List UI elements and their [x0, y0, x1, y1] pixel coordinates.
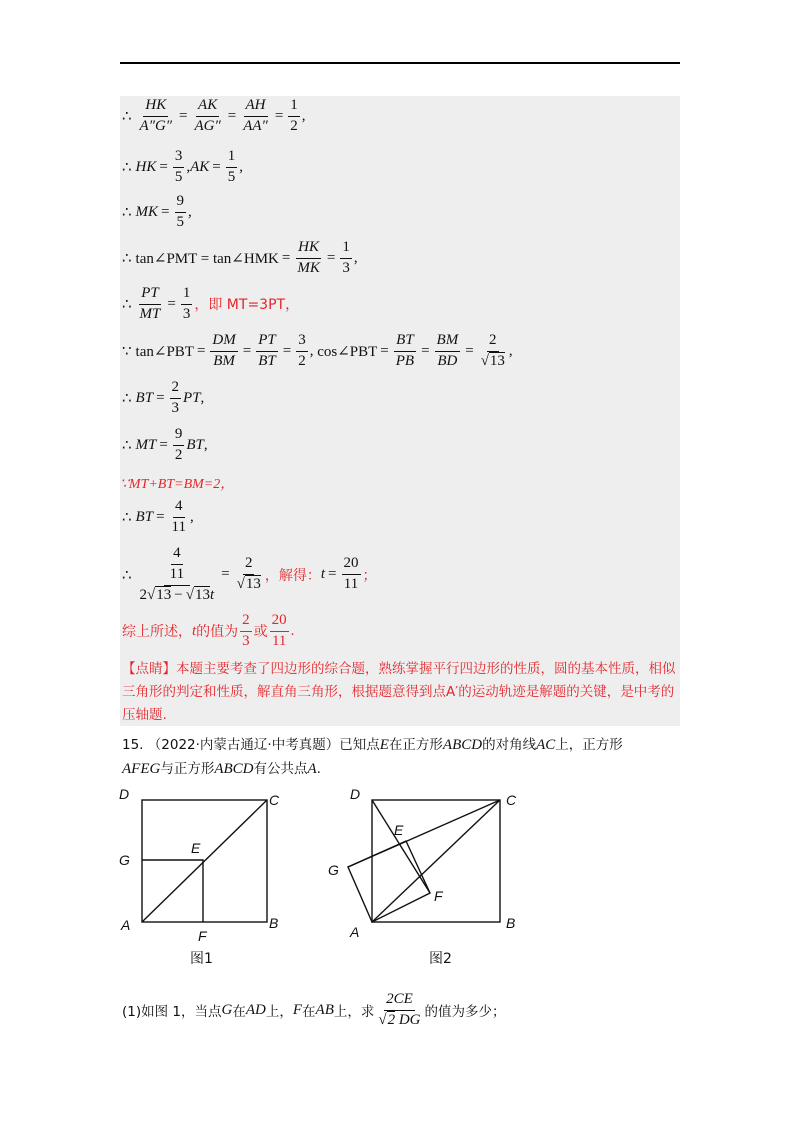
solution-line-3: ∴ MK = $\frac{9}{5}$ , — [122, 193, 192, 230]
solution-line-12: 综上所述， t 的值为 $\frac{2}{3}$ 或 $\frac{20}{11}$ . — [122, 612, 295, 649]
fraction: $\frac{PT}{MT}$ — [139, 285, 161, 322]
label-f: F — [434, 888, 443, 904]
fraction: $\frac{1}{5}$ — [227, 148, 236, 185]
fraction: $\frac{3}{5}$ — [174, 148, 183, 185]
therefore-symbol: ∴ — [122, 508, 132, 527]
label-d: D — [119, 786, 130, 802]
fraction: $\frac{HK}{MK}$ — [297, 239, 320, 276]
fraction: $\frac{2}{√13}$ — [236, 555, 261, 593]
fraction: $\frac{BT}{PB}$ — [395, 332, 415, 369]
therefore-symbol: ∴ — [122, 389, 132, 408]
solution-line-10: ∴ BT = $\frac{4}{11}$ , — [122, 498, 194, 535]
label-d: D — [350, 786, 361, 802]
fraction: $\frac{DM}{BM}$ — [212, 332, 236, 369]
therefore-symbol: ∴ — [122, 158, 132, 177]
solution-line-11: ∴ $\frac{\frac{4}{11}}{2√13 - √13t}$ = $\frac{2}{√13}$ ，解得： t = $\frac{20}{11}$ ； — [122, 545, 377, 603]
fraction: $\frac{HK}{A''G''}$ — [139, 97, 173, 134]
solution-line-8: ∴ MT = $\frac{9}{2}$ BT , — [122, 426, 208, 463]
label-c: C — [269, 792, 280, 808]
label-b: B — [269, 915, 279, 931]
red-note: ，即 MT=3PT， — [194, 297, 300, 314]
solution-line-5: ∴ $\frac{PT}{MT}$ = $\frac{1}{3}$ ，即 MT=3PT， — [122, 285, 300, 322]
fraction: $\frac{1}{3}$ — [182, 285, 191, 322]
therefore-symbol: ∴ — [122, 249, 132, 268]
solution-line-6: ∵ tan∠PBT = $\frac{DM}{BM}$ = $\frac{PT}{BT}$ = $\frac{3}{2}$ , cos∠PBT = $\frac{BT}{PB}$ = $\frac{BM}{BD}$ = $\frac{2}{√13}$ , — [122, 332, 513, 369]
solution-line-7: ∴ BT = $\frac{2}{3}$ PT , — [122, 379, 205, 416]
because-symbol: ∵ — [122, 342, 132, 361]
solution-line-4: ∴ tan∠PMT = tan∠HMK = $\frac{HK}{MK}$ = $\frac{1}{3}$ , — [122, 239, 358, 276]
sub-question-1: (1)如图 1，当点 G 在 AD 上， F 在 AB 上，求 $\frac{2CE}{√2 DG}$ 的值为多少； — [122, 991, 506, 1028]
fraction: $\frac{2CE}{√2 DG}$ — [378, 991, 421, 1028]
label-f: F — [198, 928, 207, 944]
therefore-symbol: ∴ — [122, 295, 132, 314]
label-a: A — [350, 924, 360, 940]
therefore-symbol: ∴ — [122, 565, 132, 584]
question-15: 15. （2022·内蒙古通辽·中考真题）已知点E在正方形ABCD的对角线AC上，正方形 AFEG与正方形ABCD有公共点A. — [122, 737, 623, 777]
label-e: E — [394, 822, 404, 838]
label-a: A — [121, 917, 131, 933]
figure-2-caption: 图2 — [429, 951, 452, 967]
label-b: B — [506, 915, 516, 931]
label-e: E — [191, 840, 201, 856]
header-rule — [120, 62, 680, 64]
segment-gc — [348, 800, 500, 867]
fraction: $\frac{PT}{BT}$ — [258, 332, 276, 369]
fraction: $\frac{20}{11}$ — [271, 612, 287, 649]
compound-fraction: $\frac{\frac{4}{11}}{2√13 - √13t}$ — [139, 545, 215, 603]
fraction: $\frac{1}{3}$ — [342, 239, 350, 276]
fraction: $\frac{AK}{AG''}$ — [194, 97, 221, 134]
label-c: C — [506, 792, 517, 808]
therefore-symbol: ∴ — [122, 436, 132, 455]
square-afeg — [348, 841, 430, 922]
fraction: $\frac{9}{2}$ — [174, 426, 183, 463]
segment-df — [372, 800, 430, 893]
note-text: 本题主要考查了四边形的综合题，熟练掌握平行四边形的性质，圆的基本性质，相似三角形的判定和性质，解直角三角形，根据题意得到点A′的运动轨迹是解题的关键，是中考的压轴题. — [122, 661, 676, 723]
label-g: G — [119, 852, 130, 868]
fraction: $\frac{AH}{AA''}$ — [243, 97, 268, 134]
fraction: $\frac{20}{11}$ — [343, 555, 359, 593]
label-g: G — [328, 862, 339, 878]
solution-line-9: ∵MT+BT=BM=2， — [120, 477, 235, 492]
diagonal-ac — [142, 800, 267, 922]
figure-2 — [320, 785, 530, 945]
fraction: $\frac{2}{√13}$ — [480, 332, 505, 369]
comment-note — [122, 658, 678, 727]
figure-1-caption: 图1 — [190, 951, 213, 967]
note-tag: 【点睛】 — [122, 661, 176, 677]
fraction: $\frac{BM}{BD}$ — [436, 332, 459, 369]
fraction: $\frac{2}{3}$ — [242, 612, 250, 649]
fraction: $\frac{1}{2}$ — [290, 97, 298, 134]
fraction: $\frac{3}{2}$ — [298, 332, 306, 369]
figure-1 — [115, 785, 295, 945]
therefore-symbol: ∴ — [122, 107, 132, 126]
fraction: $\frac{9}{5}$ — [176, 193, 185, 230]
fraction: $\frac{4}{11}$ — [171, 498, 186, 535]
fraction: $\frac{2}{3}$ — [171, 379, 180, 416]
solution-line-2: ∴ HK = $\frac{3}{5}$ , AK = $\frac{1}{5}$ , — [122, 148, 243, 185]
therefore-symbol: ∴ — [122, 203, 132, 222]
solution-line-1: ∴ $\frac{HK}{A''G''}$ = $\frac{AK}{AG''}$ = $\frac{AH}{AA''}$ = $\frac{1}{2}$ , — [122, 97, 306, 134]
